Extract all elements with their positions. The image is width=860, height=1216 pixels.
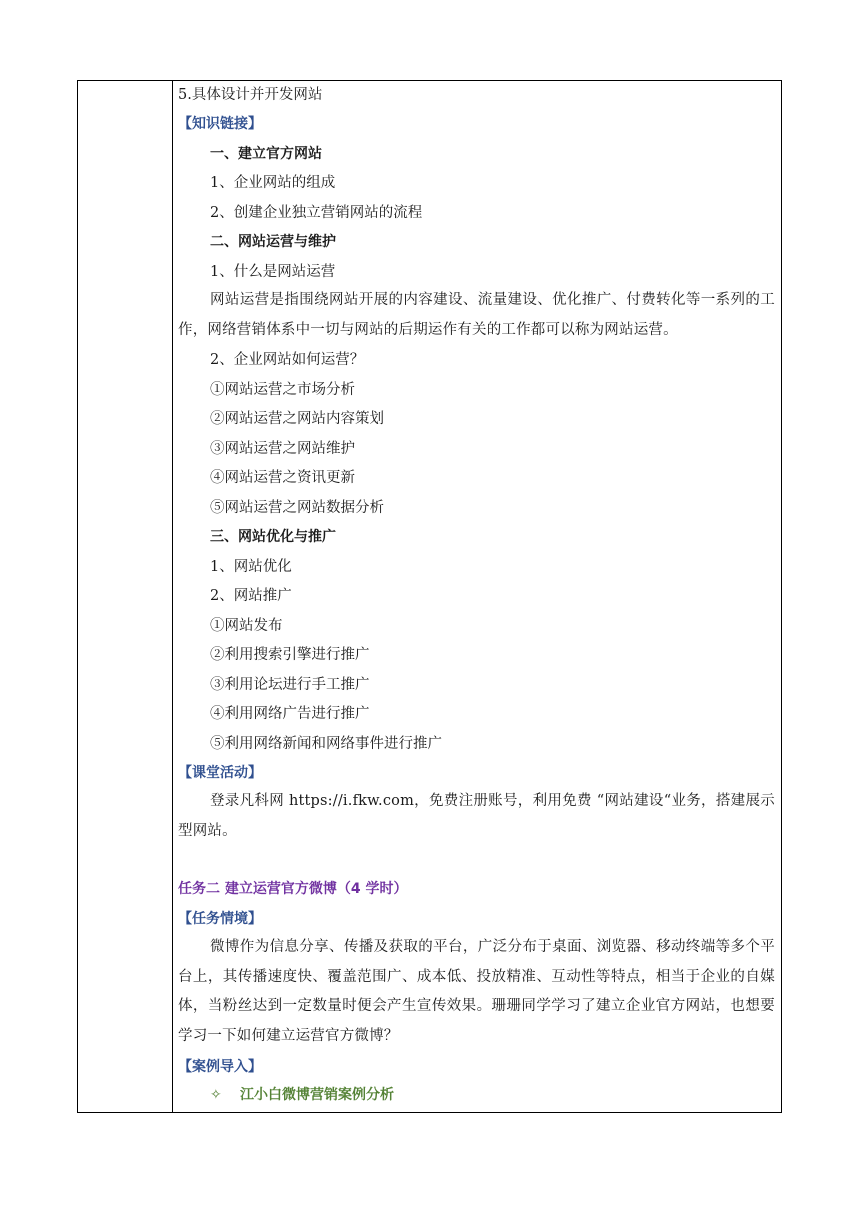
scenario-heading: 【任务情境】 [178,911,262,927]
lesson-table [77,80,782,1113]
paragraph-website-operation: 网站运营是指围绕网站开展的内容建设、流量建设、优化推广、付费转化等一系列的工作，网络营销体系中一切与网站的后期运作有关的工作都可以称为网站运营。 [178,292,775,338]
list-item: ③网站运营之网站维护 [210,441,355,457]
step-5: 5.具体设计并开发网站 [178,87,323,103]
task-2-title: 任务二 建立运营官方微博（4 学时） [178,881,408,897]
list-item: ①网站发布 [210,618,283,634]
list-item: ④网站运营之资讯更新 [210,470,355,486]
paragraph-scenario: 微博作为信息分享、传播及获取的平台，广泛分布于桌面、浏览器、移动终端等多个平台上，其传播速度快、覆盖范围广、成本低、投放精准、互动性等特点，相当于企业的自媒体，当粉丝达到一定数量时便会产生宣传效果。珊珊同学学习了建立企业官方网站，也想要学习一下如何建立运营官方微博？ [178,939,775,1044]
case-title: 江小白微博营销案例分析 [240,1087,394,1103]
list-item: ①网站运营之市场分析 [210,382,355,398]
list-item: ③利用论坛进行手工推广 [210,677,370,693]
knowledge-heading: 【知识链接】 [178,116,262,132]
paragraph-activity: 登录凡科网 https://i.fkw.com，免费注册账号，利用免费 “网站建设“业务，搭建展示型网站。 [178,793,775,839]
list-item: ②利用搜索引擎进行推广 [210,647,370,663]
case-heading: 【案例导入】 [178,1059,262,1075]
section-1-title: 一、建立官方网站 [210,146,322,162]
section-2-title: 二、网站运营与维护 [210,234,336,250]
list-item: ⑤网站运营之网站数据分析 [210,500,384,516]
list-item: ⑤利用网络新闻和网络事件进行推广 [210,736,442,752]
list-item: 1、什么是网站运营 [210,264,336,280]
case-title-line [178,1085,775,1105]
list-item: 1、企业网站的组成 [210,175,336,191]
list-item: 2、网站推广 [210,588,292,604]
activity-heading: 【课堂活动】 [178,765,262,781]
list-item: 1、网站优化 [210,559,292,575]
list-item: ②网站运营之网站内容策划 [210,411,384,427]
list-item: 2、创建企业独立营销网站的流程 [210,205,423,221]
section-3-title: 三、网站优化与推广 [210,529,336,545]
list-item: ④利用网络广告进行推广 [210,706,370,722]
diamond-bullet-icon: ✧ [210,1087,222,1103]
column-divider [172,81,173,1112]
list-item: 2、企业网站如何运营？ [210,352,365,368]
